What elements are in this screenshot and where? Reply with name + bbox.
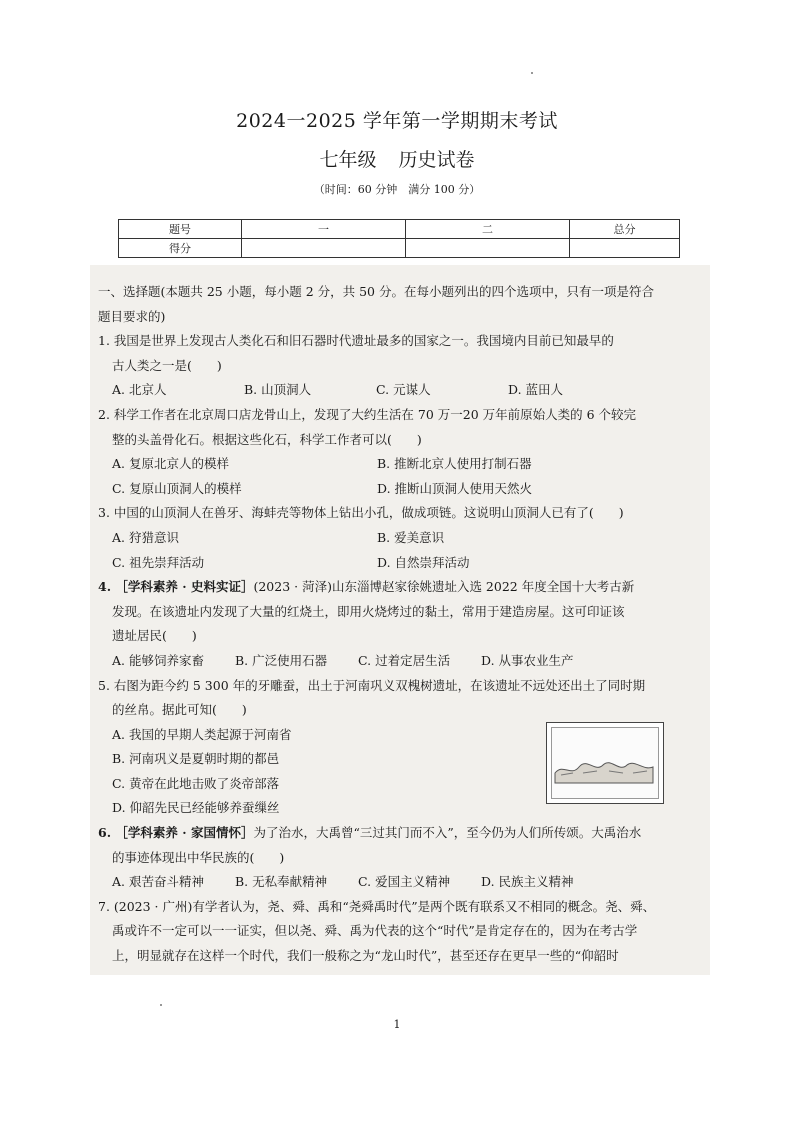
option[interactable]: D. 蓝田人: [508, 382, 564, 398]
question-stem: 1. 我国是世界上发现古人类化石和旧石器时代遗址最多的国家之一。我国境内目前已知最早的: [98, 333, 614, 349]
exam-subtitle: [0, 145, 794, 172]
option[interactable]: A. 艰苦奋斗精神: [112, 874, 204, 890]
question-stem: 整的头盖骨化石。根据这些化石，科学工作者可以( ): [112, 431, 422, 447]
question-stem: 发现。在该遗址内发现了大量的红烧土，即用火烧烤过的黏土，常用于建造房屋。这可印证该: [112, 603, 625, 619]
option[interactable]: D. 从事农业生产: [481, 652, 574, 668]
table-cell: 二: [406, 220, 570, 239]
option[interactable]: B. 河南巩义是夏朝时期的都邑: [112, 751, 280, 767]
question-stem: 5. 右图为距今约 5 300 年的牙雕蚕，出土于河南巩义双槐树遗址，在该遗址不远处还出土了同时期: [98, 677, 646, 693]
option[interactable]: D. 民族主义精神: [481, 874, 574, 890]
options-row: [98, 870, 688, 895]
options-row: [98, 526, 688, 551]
option[interactable]: C. 祖先崇拜活动: [112, 554, 205, 570]
option[interactable]: D. 自然崇拜活动: [377, 554, 470, 570]
question-stem: 7. (2023 · 广州)有学者认为，尧、舜、禹和“尧舜禹时代”是两个既有联系又不相同的概念。尧、舜、: [98, 898, 656, 914]
options-row: [98, 452, 688, 477]
question-stem: [98, 821, 688, 846]
question-stem: 2. 科学工作者在北京周口店龙骨山上，发现了大约生活在 70 万一20 万年前原始人类的 6 个较完: [98, 406, 637, 422]
option[interactable]: B. 爱美意识: [377, 529, 445, 545]
option[interactable]: D. 推断山顶洞人使用天然火: [377, 480, 533, 496]
option[interactable]: B. 推断北京人使用打制石器: [377, 456, 532, 472]
option[interactable]: A. 北京人: [112, 382, 167, 398]
options-row: [98, 477, 688, 502]
question-stem-text: 为了治水，大禹曾“三过其门而不入”，至今仍为人们所传颂。大禹治水: [253, 825, 642, 841]
options-row: [98, 649, 688, 674]
page-number: 1: [393, 1018, 401, 1031]
option[interactable]: C. 黄帝在此地击败了炎帝部落: [112, 775, 280, 791]
score-input-cell[interactable]: [242, 239, 406, 258]
table-cell: 题号: [119, 220, 242, 239]
question-stem: 遗址居民( ): [112, 628, 197, 644]
option[interactable]: D. 仰韶先民已经能够养蚕缫丝: [112, 800, 280, 816]
option[interactable]: B. 广泛使用石器: [235, 652, 328, 668]
section-heading: 题目要求的): [98, 308, 166, 324]
table-cell: 一: [242, 220, 406, 239]
question-section: [98, 280, 688, 969]
time-info: （时间：60 分钟 满分 100 分）: [313, 183, 481, 196]
options-row: [98, 378, 688, 403]
question-stem: [98, 575, 688, 600]
score-input-cell[interactable]: [570, 239, 680, 258]
question-stem: 的事迹体现出中华民族的( ): [112, 849, 285, 865]
table-cell: 得分: [119, 239, 242, 258]
section-heading: 一、选择题(本题共 25 小题，每小题 2 分，共 50 分。在每小题列出的四个选项中，只有一项是符合: [98, 284, 654, 299]
score-input-cell[interactable]: [406, 239, 570, 258]
silkworm-carving-photo: [546, 722, 664, 804]
score-table-score-row: [119, 239, 680, 258]
option[interactable]: B. 山顶洞人: [244, 382, 312, 398]
score-table: [118, 219, 680, 258]
question-stem: 的丝帛。据此可知( ): [112, 702, 247, 718]
option[interactable]: A. 复原北京人的模样: [112, 456, 229, 472]
option[interactable]: A. 我国的早期人类起源于河南省: [112, 726, 292, 742]
table-cell: 总分: [570, 220, 680, 239]
silkworm-carving-image: [553, 743, 657, 789]
question-tag: 4. ［学科素养 · 史料实证］: [98, 579, 254, 595]
option[interactable]: A. 狩猎意识: [112, 529, 179, 545]
question-stem: 上，明显就存在这样一个时代，我们一般称之为“龙山时代”，甚至还存在更早一些的“仰韶时: [112, 948, 619, 964]
option[interactable]: B. 无私奉献精神: [235, 874, 328, 890]
option[interactable]: C. 过着定居生活: [358, 652, 451, 668]
option[interactable]: C. 爱国主义精神: [358, 874, 451, 890]
options-row: [98, 551, 688, 576]
option[interactable]: C. 元谋人: [376, 382, 431, 398]
score-table-header-row: [119, 220, 680, 239]
question-tag: 6. ［学科素养 · 家国情怀］: [98, 825, 254, 841]
question-stem: 3. 中国的山顶洞人在兽牙、海蚌壳等物体上钻出小孔，做成项链。这说明山顶洞人已有了( ): [98, 505, 624, 521]
question-stem: 古人类之一是( ): [112, 357, 222, 373]
question-stem-text: (2023 · 菏泽)山东淄博赵家徐姚遗址入选 2022 年度全国十大考古新: [253, 579, 635, 595]
subject-label: 历史试卷: [398, 149, 475, 171]
option[interactable]: A. 能够饲养家畜: [112, 652, 204, 668]
exam-title: 2024一2025 学年第一学期期末考试: [236, 110, 558, 132]
question-stem: 禹或许不一定可以一一证实，但以尧、舜、禹为代表的这个“时代”是肯定存在的，因为在考古学: [112, 923, 638, 939]
option[interactable]: C. 复原山顶洞人的模样: [112, 480, 242, 496]
grade-label: 七年级: [319, 149, 377, 171]
